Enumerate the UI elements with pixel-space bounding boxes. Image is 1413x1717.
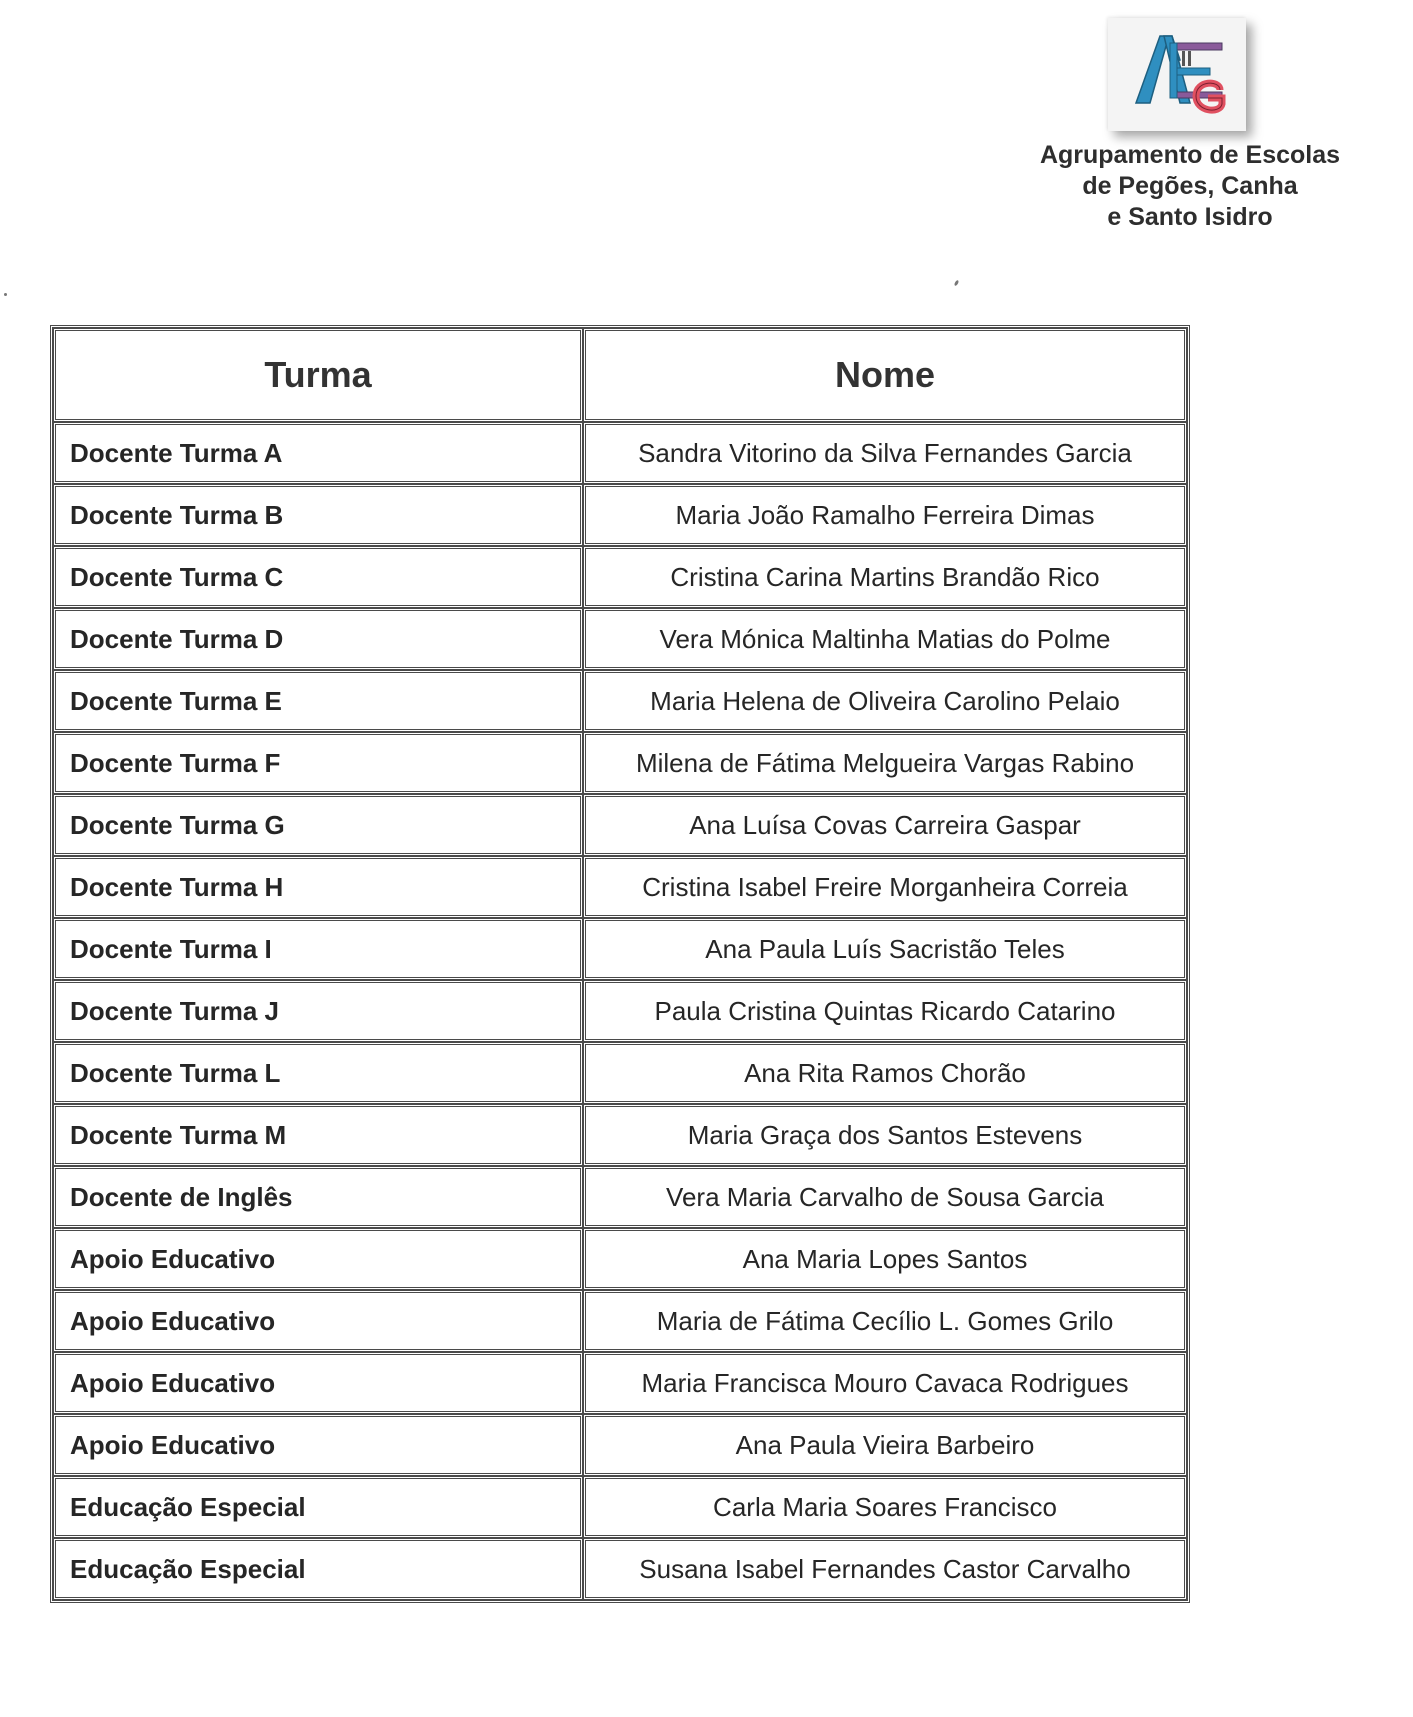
org-name-line-3: e Santo Isidro xyxy=(1107,203,1273,231)
turma-cell: Docente Turma B xyxy=(53,484,583,546)
school-logo xyxy=(1108,18,1246,131)
turma-cell: Docente de Inglês xyxy=(53,1166,583,1228)
table-row xyxy=(53,422,1187,484)
nome-cell: Paula Cristina Quintas Ricardo Catarino xyxy=(583,980,1187,1042)
table-row xyxy=(53,1476,1187,1538)
table-row xyxy=(53,1414,1187,1476)
table-row xyxy=(53,546,1187,608)
table-row xyxy=(53,856,1187,918)
nome-cell: Maria de Fátima Cecílio L. Gomes Grilo xyxy=(583,1290,1187,1352)
turma-cell: Educação Especial xyxy=(53,1538,583,1600)
nome-cell: Maria Graça dos Santos Estevens xyxy=(583,1104,1187,1166)
nome-cell: Cristina Isabel Freire Morganheira Correia xyxy=(583,856,1187,918)
nome-cell: Maria Helena de Oliveira Carolino Pelaio xyxy=(583,670,1187,732)
scan-speck xyxy=(4,293,7,296)
nome-cell: Carla Maria Soares Francisco xyxy=(583,1476,1187,1538)
table-row xyxy=(53,608,1187,670)
nome-cell: Susana Isabel Fernandes Castor Carvalho xyxy=(583,1538,1187,1600)
turma-cell: Docente Turma H xyxy=(53,856,583,918)
table-row xyxy=(53,1538,1187,1600)
table-row xyxy=(53,1228,1187,1290)
org-name-line-2: de Pegões, Canha xyxy=(1082,172,1298,200)
turma-cell: Docente Turma G xyxy=(53,794,583,856)
school-group-logo-icon xyxy=(1108,18,1246,131)
turma-cell: Docente Turma J xyxy=(53,980,583,1042)
turma-cell: Docente Turma A xyxy=(53,422,583,484)
org-name-line-1: Agrupamento de Escolas xyxy=(1039,141,1341,169)
turma-cell: Docente Turma L xyxy=(53,1042,583,1104)
turma-cell: Docente Turma M xyxy=(53,1104,583,1166)
turma-cell: Docente Turma I xyxy=(53,918,583,980)
table-row xyxy=(53,484,1187,546)
turma-cell: Apoio Educativo xyxy=(53,1228,583,1290)
organization-name xyxy=(1005,140,1375,233)
table-row xyxy=(53,670,1187,732)
nome-cell: Ana Paula Luís Sacristão Teles xyxy=(583,918,1187,980)
table-row xyxy=(53,794,1187,856)
nome-cell: Ana Luísa Covas Carreira Gaspar xyxy=(583,794,1187,856)
nome-cell: Maria João Ramalho Ferreira Dimas xyxy=(583,484,1187,546)
table-row xyxy=(53,918,1187,980)
nome-cell: Vera Mónica Maltinha Matias do Polme xyxy=(583,608,1187,670)
table-body xyxy=(53,422,1187,1600)
column-header-nome: Nome xyxy=(583,328,1187,422)
nome-cell: Ana Maria Lopes Santos xyxy=(583,1228,1187,1290)
table-row xyxy=(53,1166,1187,1228)
table-row xyxy=(53,732,1187,794)
nome-cell: Vera Maria Carvalho de Sousa Garcia xyxy=(583,1166,1187,1228)
nome-cell: Milena de Fátima Melgueira Vargas Rabino xyxy=(583,732,1187,794)
table-header-row xyxy=(53,328,1187,422)
turma-cell: Docente Turma E xyxy=(53,670,583,732)
table-row xyxy=(53,1290,1187,1352)
turma-cell: Apoio Educativo xyxy=(53,1290,583,1352)
nome-cell: Cristina Carina Martins Brandão Rico xyxy=(583,546,1187,608)
table-row xyxy=(53,1104,1187,1166)
column-header-turma: Turma xyxy=(53,328,583,422)
table-row xyxy=(53,1042,1187,1104)
table-row xyxy=(53,1352,1187,1414)
turma-cell: Docente Turma D xyxy=(53,608,583,670)
scan-speck xyxy=(954,280,960,287)
turma-cell: Apoio Educativo xyxy=(53,1352,583,1414)
staff-table xyxy=(50,325,1190,1603)
nome-cell: Maria Francisca Mouro Cavaca Rodrigues xyxy=(583,1352,1187,1414)
turma-cell: Apoio Educativo xyxy=(53,1414,583,1476)
turma-cell: Docente Turma C xyxy=(53,546,583,608)
turma-cell: Docente Turma F xyxy=(53,732,583,794)
turma-cell: Educação Especial xyxy=(53,1476,583,1538)
table-row xyxy=(53,980,1187,1042)
nome-cell: Ana Paula Vieira Barbeiro xyxy=(583,1414,1187,1476)
nome-cell: Sandra Vitorino da Silva Fernandes Garcia xyxy=(583,422,1187,484)
nome-cell: Ana Rita Ramos Chorão xyxy=(583,1042,1187,1104)
